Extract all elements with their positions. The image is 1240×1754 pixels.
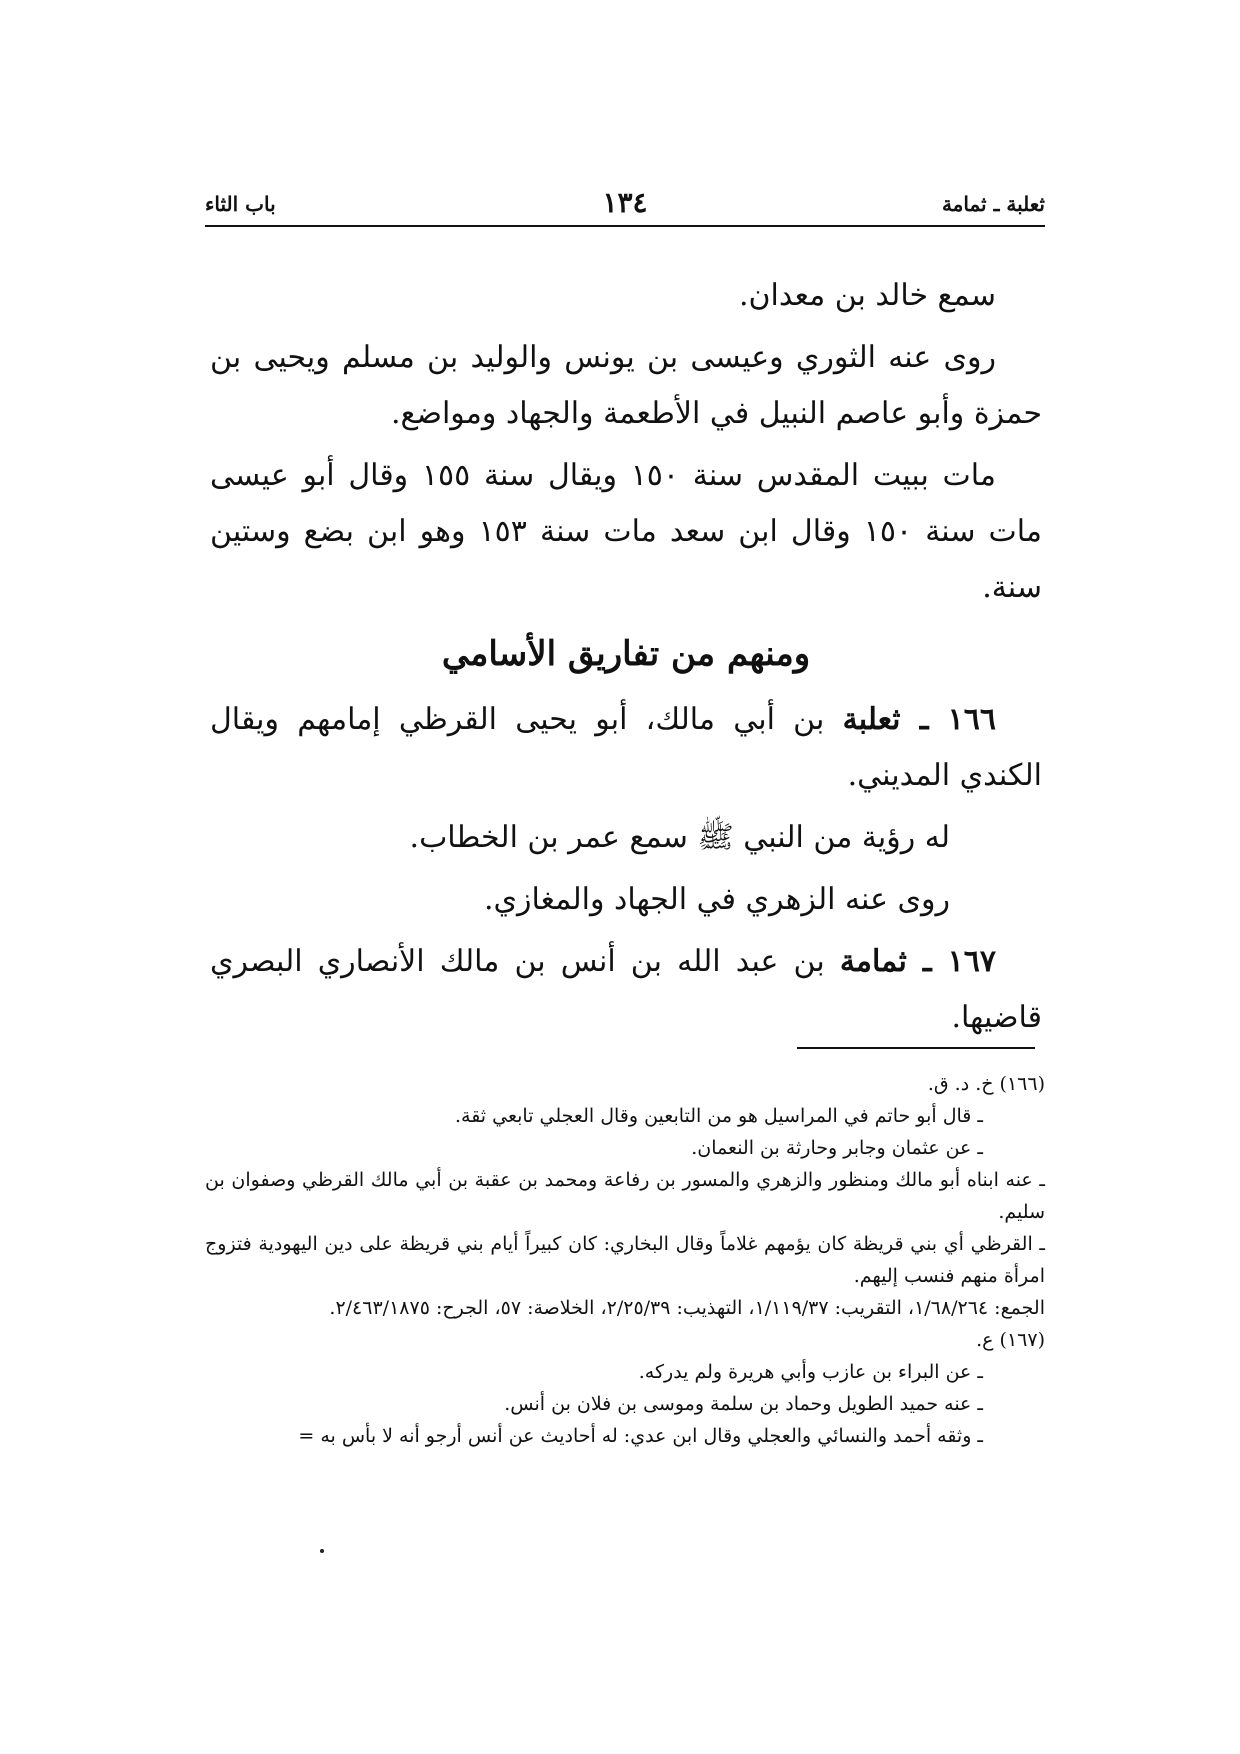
- main-text: [210, 268, 1042, 1052]
- entry-166-line3: روى عنه الزهري في الجهاد والمغازي.: [484, 882, 950, 917]
- page-number: ١٣٤: [602, 186, 648, 219]
- footnote-167-line: ـ وثقه أحمد والنسائي والعجلي وقال ابن عدي: له أحاديث عن أنس أرجو أنه لا بأس به =: [298, 1425, 983, 1447]
- entry-166-name: ثعلبة: [842, 702, 901, 737]
- header-left-title: باب الثاء: [205, 192, 276, 216]
- header-rule: [205, 225, 1045, 227]
- footnote-166-line: ـ القرظي أي بني قريظة كان يؤمهم غلاماً وقال البخاري: كان كبيراً أيام بني قريظة على دين اليهودية فتزوج امرأة منهم فنسب إليهم.: [205, 1233, 1045, 1287]
- footnote-166-line: ـ عنه ابناه أبو مالك ومنظور والزهري والمسور بن رفاعة ومحمد بن عقبة بن أبي مالك القرظي وصفوان بن سليم.: [205, 1169, 1045, 1223]
- footnote-167-head: (١٦٧) ع.: [976, 1329, 1045, 1351]
- footnote-rule: [797, 1047, 1035, 1049]
- entry-166-text: بن أبي مالك، أبو يحيى القرظي إمامهم ويقال الكندي المديني.: [210, 702, 1042, 793]
- entry-166-line2: له رؤية من النبي ﷺ سمع عمر بن الخطاب.: [409, 820, 950, 855]
- footnote-166-line: ـ قال أبو حاتم في المراسيل هو من التابعين وقال العجلي تابعي ثقة.: [454, 1105, 983, 1127]
- entry-166: ١٦٦ ـ ثعلبة بن أبي مالك، أبو يحيى القرظي إمامهم ويقال الكندي المديني.: [210, 702, 1042, 793]
- entry-167-text: بن عبد الله بن أنس بن مالك الأنصاري البصري قاضيها.: [210, 944, 1042, 1035]
- paragraph-narrators: روى عنه الثوري وعيسى بن يونس والوليد بن مسلم ويحيى بن حمزة وأبو عاصم النبيل في الأطعمة والجهاد ومواضع.: [210, 340, 1042, 431]
- footnotes: [205, 1068, 1045, 1452]
- footnote-166-refs: الجمع: ١/٦٨/٢٦٤، التقريب: ١/١١٩/٣٧، التهذيب: ٢/٢٥/٣٩، الخلاصة: ٥٧، الجرح: ٢/٤٦٣/١٨٧٥.: [329, 1297, 1045, 1319]
- footnote-167-line: ـ عنه حميد الطويل وحماد بن سلمة وموسى بن فلان بن أنس.: [504, 1393, 983, 1415]
- stray-dot: [320, 1549, 324, 1553]
- entry-166-number: ١٦٦: [947, 702, 996, 737]
- entry-167-number: ١٦٧: [947, 944, 996, 979]
- paragraph-death: مات ببيت المقدس سنة ١٥٠ ويقال سنة ١٥٥ وقال أبو عيسى مات سنة ١٥٠ وقال ابن سعد مات سنة ١٥٣ وهو ابن بضع وستين سنة.: [210, 458, 1042, 605]
- footnote-167-line: ـ عن البراء بن عازب وأبي هريرة ولم يدركه.: [638, 1361, 983, 1383]
- footnote-166-head: (١٦٦) خ. د. ق.: [927, 1073, 1045, 1095]
- paragraph-heard: سمع خالد بن معدان.: [738, 278, 996, 313]
- section-title: ومنهم من تفاريق الأسامي: [441, 634, 811, 674]
- entry-167-name: ثمامة: [839, 944, 907, 979]
- entry-167: ١٦٧ ـ ثمامة بن عبد الله بن أنس بن مالك الأنصاري البصري قاضيها.: [210, 944, 1042, 1035]
- header-right-title: ثعلبة ـ ثمامة: [941, 192, 1045, 216]
- footnote-166-line: ـ عن عثمان وجابر وحارثة بن النعمان.: [691, 1137, 983, 1159]
